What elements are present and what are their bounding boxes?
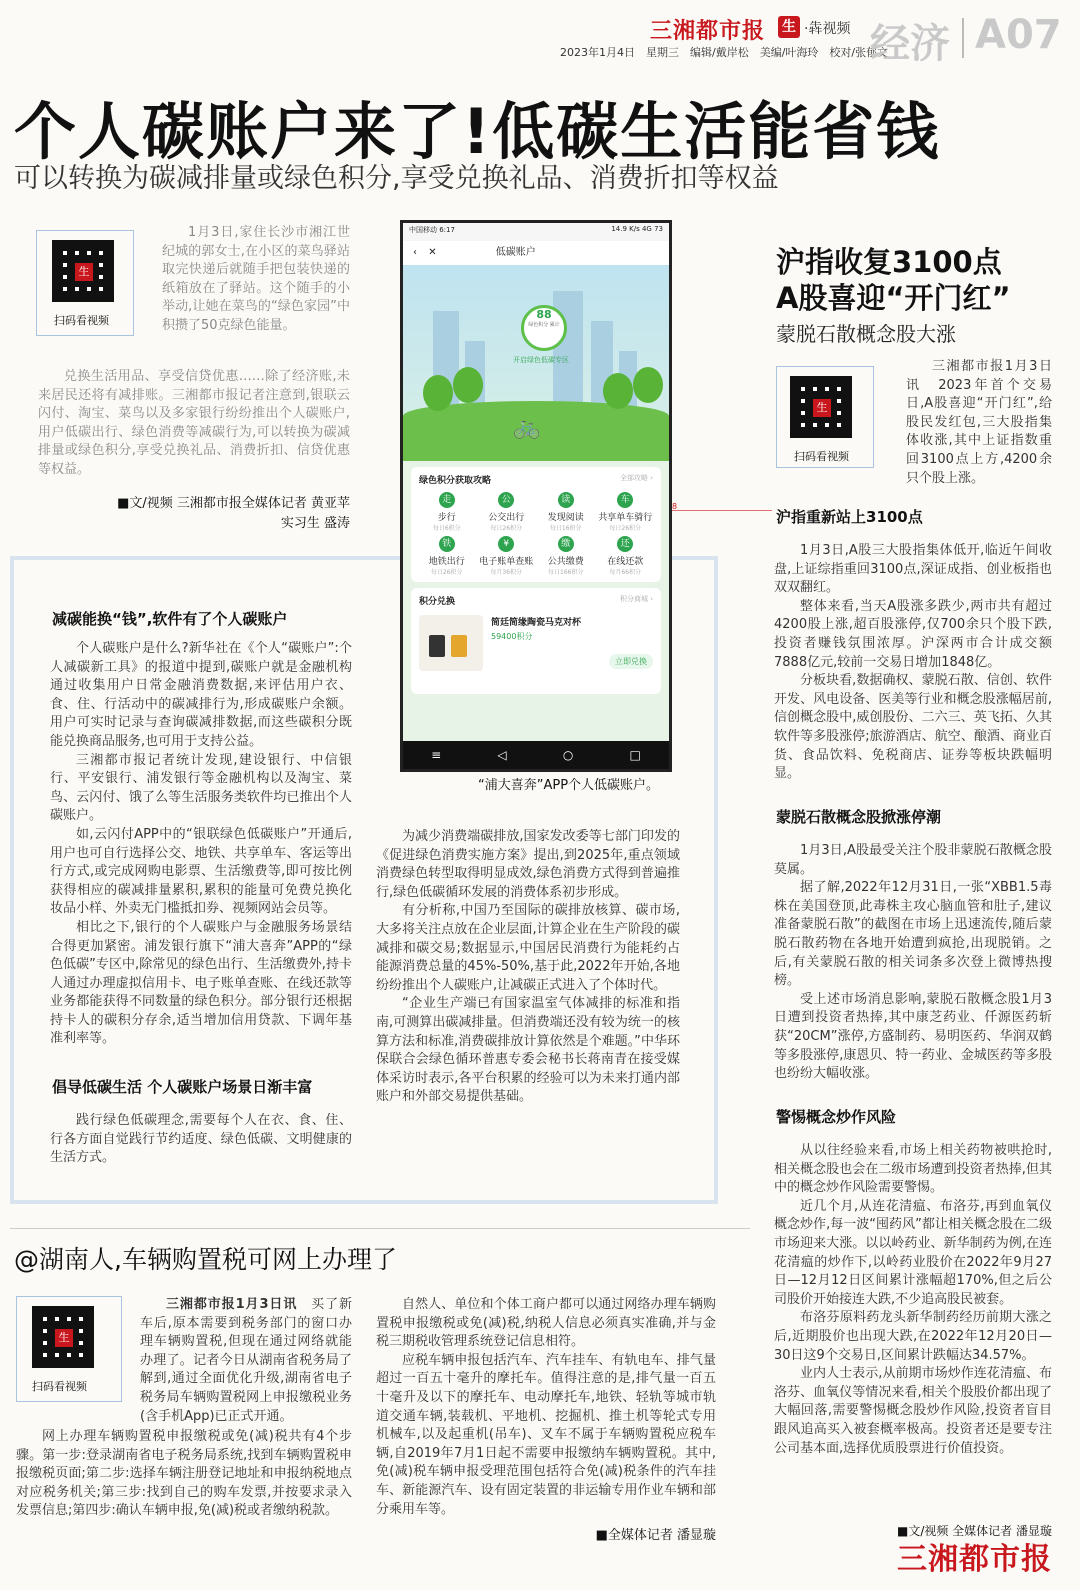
activity-tile[interactable] — [419, 536, 475, 576]
card-title: 积分兑换 — [419, 597, 456, 607]
close-icon[interactable]: ✕ — [428, 247, 437, 258]
bottom-col2 — [376, 1296, 716, 1519]
middle-column — [376, 828, 680, 1107]
qr-code-icon[interactable] — [32, 1306, 94, 1368]
activity-label: 共享单车骑行 — [598, 513, 653, 523]
activity-points: 每日166积分 — [548, 569, 584, 576]
activity-icon: 铁 — [439, 536, 455, 552]
footer-logo: 三湘都市报 — [897, 1542, 1052, 1577]
byline: ■文/视频 三湘都市报全媒体记者 黄亚苹 — [117, 496, 350, 511]
section1-body — [50, 640, 352, 1049]
section2-body — [50, 1112, 352, 1168]
product-name: 简廷简缘陶瓷马克对杯 — [491, 618, 582, 628]
green-zone-link[interactable]: 开启绿色低碳专区 — [513, 356, 569, 364]
right-lead — [906, 358, 1052, 488]
masthead-divider — [962, 18, 964, 58]
product-points: 59400积分 — [491, 632, 533, 641]
phone-status-bar — [403, 223, 669, 241]
android-nav-bar — [403, 741, 669, 769]
qr-caption: 扫码看视频 — [54, 314, 109, 327]
activity-label: 在线还款 — [607, 557, 644, 567]
app-screenshot — [400, 220, 672, 772]
lead-text: 三湘都市报1月3日讯 2023年首个交易日,A股喜迎“开门红”,给股民发红包,三大股指集体收涨,其中上证指数重回3100点上方,4200余只个股上涨。 — [906, 359, 1052, 486]
paragraph: 如,云闪付APP中的“银联绿色低碳账户”开通后,用户也可自行选择公交、地铁、共享单车、客运等出行方式,或完成网购电影票、生活缴费等,即可按比例获得相应的碳减排量累积,累积的能量可免费兑换化妆品小样、外卖无门槛抵扣券、视频网站会员等。 — [50, 826, 352, 917]
mug-graphic — [429, 635, 445, 657]
activity-label: 公共缴费 — [547, 557, 584, 567]
city-illustration — [403, 265, 669, 461]
paragraph: 相比之下,银行的个人碳账户与金融服务场景结合得更加紧密。浦发银行旗下“浦大喜奔”APP的“绿色低碳”专区中,除常见的绿色出行、生活缴费外,持卡人通过办理虚拟信用卡、电子账单查账、在线还款等业务都能获得不同数量的绿色积分。部分银行还根据持卡人的碳积分存余,适当增加信用贷款、下调年基准利率等。 — [50, 919, 352, 1047]
paragraph: 据了解,2022年12月31日,一张“XBB1.5毒株在美国登顶,此毒株主攻心脑血管和肚子,建议准备蒙脱石散”的截图在市场上迅速流传,随后蒙脱石散药物在各地开始遭到疯抢,出现脱销。之后,有关蒙脱石散的相关词条多次登上微博热搜榜。 — [774, 880, 1052, 989]
paragraph: 践行绿色低碳理念,需要每个人在衣、食、住、行各方面自觉践行节约适度、绿色低碳、文明健康的生活方式。 — [50, 1113, 352, 1166]
activity-label: 电子账单查账 — [479, 557, 534, 567]
activity-tile[interactable] — [538, 492, 594, 532]
right-heading-1: 沪指重新站上3100点 — [776, 508, 923, 526]
points-value: 88 — [536, 308, 552, 321]
activity-points: 每月36积分 — [490, 569, 523, 576]
divider — [10, 1228, 750, 1229]
activity-tile[interactable] — [598, 536, 654, 576]
activity-tile[interactable] — [479, 492, 535, 532]
activity-grid — [419, 492, 653, 576]
activity-label: 步行 — [437, 513, 456, 523]
paragraph: 三湘都市报记者统计发现,建设银行、中信银行、平安银行、浦发银行等金融机构以及淘宝、菜鸟、云闪付、饿了么等生活服务类软件均已推出个人碳账户。 — [50, 752, 352, 824]
points-badge[interactable] — [521, 305, 567, 351]
callout-line — [672, 510, 772, 511]
qr-code-icon[interactable] — [790, 376, 852, 438]
activity-icon: ¥ — [498, 536, 514, 552]
guide-more-link[interactable]: 全部攻略 › — [619, 474, 653, 482]
lead-text-2: 兑换生活用品、享受信贷优惠……除了经济账,未来居民还将有减排账。三湘都市报记者注意到,银联云闪付、淘宝、菜鸟以及多家银行纷纷推出个人碳账户,用户低碳出行、绿色消费等减碳行为,可以转换为碳减排量或绿色积分,享受兑换礼品、消费折扣、信贷优惠等权益。 — [38, 369, 350, 477]
app-nav-bar — [403, 241, 669, 265]
right-body-1 — [774, 542, 1052, 784]
masthead-logo-icon: 生 — [778, 16, 800, 38]
activity-icon: 读 — [558, 492, 574, 508]
byline-2: 实习生 盛涛 — [280, 516, 350, 531]
section-name: 经济 — [870, 21, 950, 67]
activity-tile[interactable] — [598, 492, 654, 532]
activity-icon: 还 — [617, 536, 633, 552]
menu-icon[interactable]: ≡ — [431, 748, 442, 762]
back-icon[interactable]: ‹ — [413, 247, 417, 258]
activity-icon: 缴 — [558, 536, 574, 552]
section-heading-1: 减碳能换“钱”,软件有了个人碳账户 — [52, 610, 288, 628]
right-body-3 — [774, 1142, 1052, 1458]
points-guide-card — [411, 467, 661, 582]
activity-points: 每日26积分 — [430, 569, 463, 576]
recent-apps-icon[interactable]: □ — [629, 748, 641, 762]
mall-more-link[interactable]: 积分商城 › — [619, 595, 653, 603]
points-exchange-card — [411, 588, 661, 694]
paragraph: 近几个月,从连花清瘟、布洛芬,再到血氧仪概念炒作,每一波“囤药风”都让相关概念股在二级市场迎来大涨。以以岭药业、新华制药为例,在连花清瘟的炒作下,以岭药业股价在2022年9月27日—12月12日区间累计涨幅超170%,但之后公司股价开始接连大跌,不少追高股民被套。 — [774, 1198, 1052, 1307]
right-heading-3: 警惕概念炒作风险 — [776, 1108, 897, 1126]
bottom-byline: ■全媒体记者 潘显璇 — [595, 1528, 716, 1543]
main-headline: 个人碳账户来了!低碳生活能省钱 — [14, 95, 941, 168]
right-headline-2: A股喜迎“开门红” — [776, 281, 1011, 315]
lead-text: 买了新车后,原本需要到税务部门的窗口办理车辆购置税,但现在通过网络就能办理了。记者今日从湖南省税务局了解到,通过全面优化升级,湖南省电子税务局车辆购置税网上申报缴税业务(含手机App)已正式开通。 — [140, 1297, 352, 1424]
photo-caption: “浦大喜奔”APP个人低碳账户。 — [478, 778, 660, 793]
activity-icon: 走 — [439, 492, 455, 508]
paragraph: 1月3日,A股三大股指集体低开,临近午间收盘,上证综指重回3100点,深证成指、创业板指也双双翻红。 — [774, 543, 1052, 596]
right-byline: ■文/视频 全媒体记者 潘显璇 — [896, 1524, 1052, 1538]
activity-icon: 车 — [617, 492, 633, 508]
paragraph: 自然人、单位和个体工商户都可以通过网络办理车辆购置税申报缴税或免(减)税,纳税人信息必须真实准确,并与金税三期税收管理系统登记信息相符。 — [376, 1297, 716, 1350]
masthead-video-label: ·犇视频 — [804, 21, 851, 37]
qr-code-icon[interactable] — [52, 240, 114, 302]
qr-caption: 扫码看视频 — [794, 450, 849, 463]
activity-points: 每日26积分 — [609, 525, 642, 532]
paragraph: 分板块看,数据确权、蒙脱石散、信创、软件开发、风电设备、医美等行业和概念股涨幅居前,信创概念股中,威创股份、二六三、英飞拓、久其软件等多股涨停;旅游酒店、航空、酿酒、商业百货、食品饮料、免税商店、证券等板块跌幅明显。 — [774, 673, 1052, 782]
product-image — [419, 615, 483, 671]
lead-text: 1月3日,家住长沙市湘江世纪城的郭女士,在小区的菜鸟驿站取完快递后就随手把包装快递的纸箱放在了驿站。这个随手的小举动,让她在菜鸟的“绿色家园”中积攒了50克绿色能量。 — [162, 225, 350, 333]
paragraph: “企业生产端已有国家温室气体减排的标准和指南,可测算出碳减排量。但消费端还没有较为统一的核算方法和标准,消费碳排放计算依然是个难题。”中华环保联合会绿色循环普惠专委会秘书长蒋南青在接受媒体采访时表示,各平台积累的经验可以为未来打通内部账户和外部交易提供基础。 — [376, 996, 680, 1105]
status-left: 中国移动 6:17 — [409, 226, 455, 234]
right-heading-2: 蒙脱石散概念股掀涨停潮 — [776, 808, 942, 826]
activity-points: 每日16积分 — [549, 525, 582, 532]
right-headline-1: 沪指收复3100点 — [776, 245, 1002, 279]
issue-info: 2023年1月4日 星期三 编辑/戴岸松 美编/叶海玲 校对/张郁文 — [560, 46, 889, 59]
paragraph: 受上述市场消息影响,蒙脱石散概念股1月3日遭到投资者热捧,其中康芝药业、仟源医药斩获“20CM”涨停,方盛制药、易明医药、华润双鹤等多股涨停,康恩贝、特一药业、金城医药等多股也纷纷大幅收涨。 — [774, 991, 1052, 1082]
mug-graphic — [451, 635, 467, 657]
nav-title: 低碳账户 — [495, 247, 536, 258]
activity-label: 公交出行 — [488, 513, 525, 523]
redeem-button[interactable]: 立即兑换 — [609, 654, 653, 669]
tree-graphic — [633, 367, 663, 403]
activity-icon: 公 — [498, 492, 514, 508]
paragraph: 业内人士表示,从前期市场炒作连花清瘟、布洛芬、血氧仪等情况来看,相关个股股价都出现了大幅回落,需要警惕概念股炒作风险,投资者盲目跟风追高买入被套概率极高。投资者还是要专注公司基本面,选择优质股票进行价值投资。 — [774, 1366, 1052, 1456]
section-heading-2: 倡导低碳生活 个人碳账户场景日渐丰富 — [52, 1078, 313, 1096]
main-subheadline: 可以转换为碳减排量或绿色积分,享受兑换礼品、消费折扣等权益 — [14, 163, 779, 194]
dateline: 三湘都市报1月3日讯 — [166, 1297, 298, 1312]
card-title: 绿色积分获取攻略 — [419, 476, 492, 486]
paragraph: 个人碳账户是什么?新华社在《个人“碳账户”:个人减碳新工具》的报道中提到,碳账户就是金融机构通过收集用户日常金融消费数据,来评估用户衣、食、住、行活动中的碳减排行为,形成碳账户余额。用户可实时记录与查询碳减排数据,而这些碳积分既能兑换商品服务,也可用于支持公益。 — [50, 641, 352, 749]
bottom-headline: @湖南人,车辆购置税可网上办理了 — [14, 1245, 397, 1274]
paragraph: 应税车辆申报包括汽车、汽车挂车、有轨电车、排气量超过一百五十毫升的摩托车。值得注意的是,排气量一百五十毫升及以下的摩托车、电动摩托车,地铁、轻轨等城市轨道交通车辆,装载机、平地机、挖掘机、推土机等轮式专用机械车,以及起重机(吊车)、叉车不属于车辆购置税应税车辆,自2019年7月1日起不需要申报缴纳车辆购置税。其中,免(减)税车辆申报受理范围包括符合免(减)税条件的汽车挂车、新能源汽车、设有固定装置的非运输专用作业车辆和部分乘用车等。 — [376, 1352, 716, 1517]
activity-tile[interactable] — [419, 492, 475, 532]
paragraph: 为减少消费端碳排放,国家发改委等七部门印发的《促进绿色消费实施方案》提出,到2025年,重点领域消费绿色转型取得明显成效,绿色消费方式得到普遍推行,绿色低碳循环发展的消费体系初步形成。 — [376, 829, 680, 900]
tree-graphic — [423, 375, 453, 411]
tree-graphic — [603, 373, 633, 409]
activity-tile[interactable] — [479, 536, 535, 576]
back-nav-icon[interactable]: ◁ — [497, 748, 507, 762]
activity-points: 每日26积分 — [490, 525, 523, 532]
page-number: A07 — [975, 12, 1062, 58]
paragraph: 整体来看,当天A股涨多跌少,两市共有超过4200股上涨,超百股涨停,仅700余只个股下跌,投资者赚钱氛围浓厚。沪深两市合计成交额7888亿元,较前一交易日增加1848亿。 — [774, 598, 1052, 670]
home-icon[interactable]: ○ — [562, 748, 574, 762]
activity-points: 每日6积分 — [432, 525, 461, 532]
tree-graphic — [453, 367, 483, 403]
paragraph: 布洛芬原料药龙头新华制药经历前期大涨之后,近期股价也出现大跌,在2022年12月20日—30日这9个交易日,区间累计跌幅达34.57%。 — [774, 1310, 1052, 1363]
points-label: 绿色积分 累计 — [528, 322, 560, 328]
lead-paragraph — [162, 224, 350, 336]
activity-points: 每月66积分 — [609, 569, 642, 576]
activity-label: 发现阅读 — [547, 513, 584, 523]
paragraph: 有分析称,中国乃至国际的碳排放核算、碳市场,大多将关注点放在企业层面,计算企业在生产阶段的碳减排和碳交易;数据显示,中国居民消费行为能耗约占能源消费总量的45%-50%,基于此,2022年开始,各地纷纷推出个人碳账户,让减碳正式进入了个体时代。 — [376, 903, 680, 993]
bicycle-icon: 🚲 — [513, 415, 541, 440]
right-subheadline: 蒙脱石散概念股大涨 — [776, 322, 956, 346]
lead-paragraph-2 — [38, 368, 350, 480]
activity-label: 地铁出行 — [428, 557, 465, 567]
bottom-col1 — [16, 1428, 352, 1521]
status-right: 14.9 K/s 4G 73 — [611, 225, 663, 233]
newspaper-masthead: 三湘都市报 — [650, 19, 766, 44]
qr-caption: 扫码看视频 — [32, 1380, 87, 1393]
paragraph: 从以往经验来看,市场上相关药物被哄抢时,相关概念股也会在二级市场遭到投资者热捧,但其中的概念炒作风险需要警惕。 — [774, 1143, 1052, 1196]
bottom-lead — [140, 1296, 352, 1426]
paragraph: 1月3日,A股最受关注个股非蒙脱石散概念股莫属。 — [774, 843, 1052, 877]
right-body-2 — [774, 842, 1052, 1084]
paragraph: 网上办理车辆购置税申报缴税或免(减)税共有4个步骤。第一步:登录湖南省电子税务局系统,找到车辆购置税申报缴税页面;第二步:选择车辆注册登记地址和申报纳税地点对应税务机关;第三步:找到自己的购车发票,并按要求录入发票信息;第四步:确认车辆申报,免(减)税或者缴纳税款。 — [16, 1429, 352, 1519]
activity-tile[interactable] — [538, 536, 594, 576]
callout-marker: 8 — [672, 502, 678, 511]
